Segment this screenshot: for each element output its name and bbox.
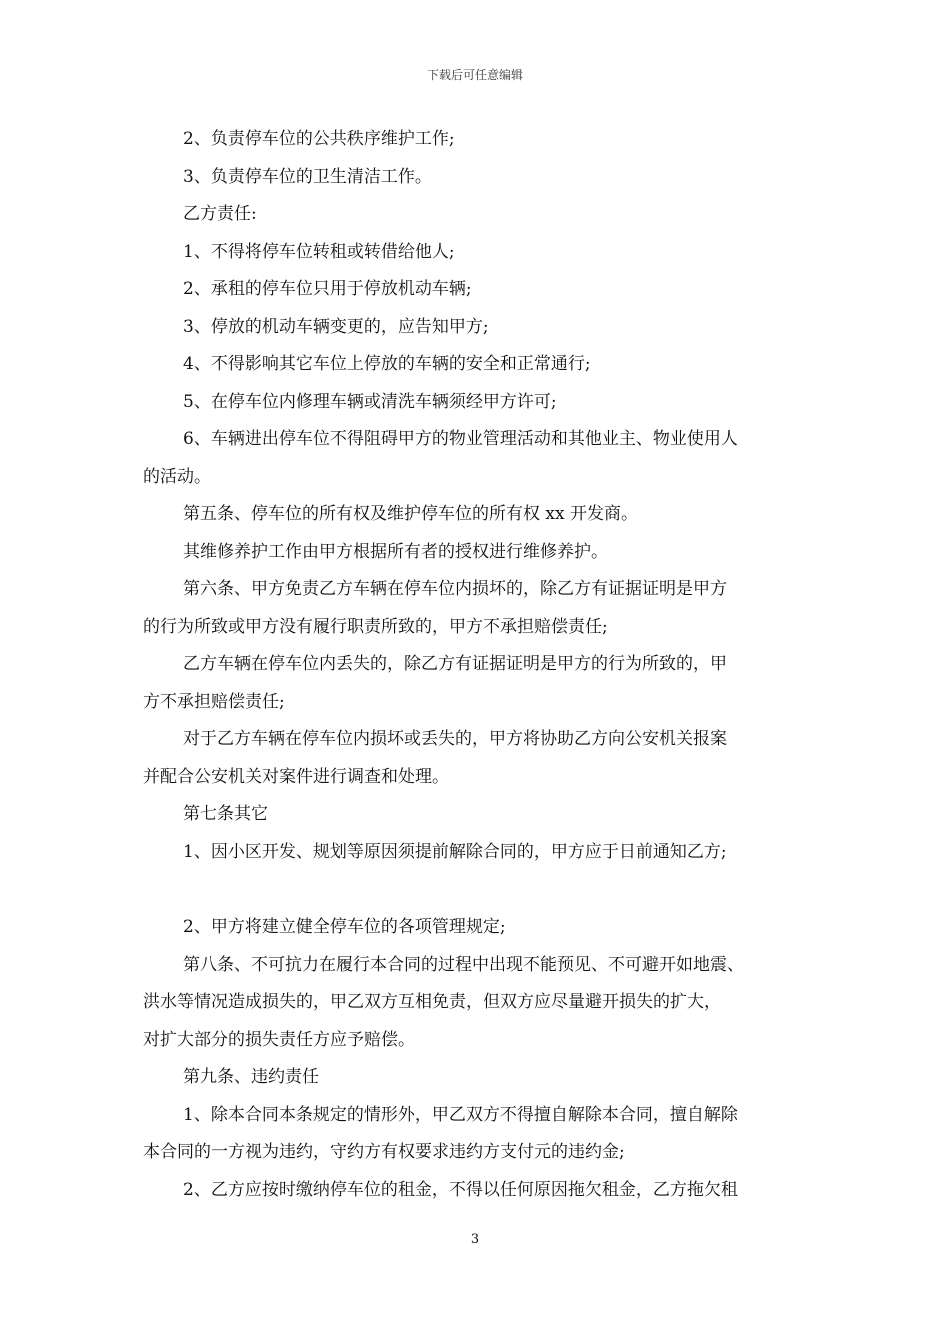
paragraph-line: 的活动。 bbox=[143, 466, 211, 487]
document-body bbox=[143, 121, 811, 1209]
paragraph-line: 第五条、停车位的所有权及维护停车位的所有权 xx 开发商。 bbox=[183, 504, 638, 524]
paragraph-line: 3、负责停车位的卫生清洁工作。 bbox=[183, 166, 432, 187]
paragraph-line: 对扩大部分的损失责任方应予赔偿。 bbox=[143, 1029, 415, 1050]
paragraph-line: 第九条、违约责任 bbox=[183, 1067, 319, 1087]
page-header: 下载后可任意编辑 bbox=[426, 68, 523, 82]
paragraph-line: 2、负责停车位的公共秩序维护工作; bbox=[183, 129, 455, 149]
paragraph-line: 2、乙方应按时缴纳停车位的租金，不得以任何原因拖欠租金，乙方拖欠租 bbox=[183, 1179, 738, 1200]
paragraph-line: 2、承租的停车位只用于停放机动车辆; bbox=[183, 279, 472, 299]
paragraph-line: 第七条其它 bbox=[183, 804, 268, 824]
paragraph-line: 3、停放的机动车辆变更的，应告知甲方; bbox=[183, 316, 489, 337]
paragraph-line: 乙方责任: bbox=[183, 204, 257, 224]
paragraph-line: 洪水等情况造成损失的，甲乙双方互相免责，但双方应尽量避开损失的扩大， bbox=[143, 992, 721, 1012]
paragraph-line: 并配合公安机关对案件进行调查和处理。 bbox=[143, 766, 449, 787]
paragraph-line: 4、不得影响其它车位上停放的车辆的安全和正常通行; bbox=[183, 354, 591, 374]
paragraph-line: 的行为所致或甲方没有履行职责所致的，甲方不承担赔偿责任; bbox=[143, 616, 608, 637]
paragraph-line: 1、除本合同本条规定的情形外，甲乙双方不得擅自解除本合同，擅自解除 bbox=[183, 1104, 738, 1125]
paragraph-line: 对于乙方车辆在停车位内损坏或丢失的，甲方将协助乙方向公安机关报案 bbox=[183, 729, 727, 749]
paragraph-line: 方不承担赔偿责任; bbox=[143, 691, 285, 712]
paragraph-line: 1、不得将停车位转租或转借给他人; bbox=[183, 241, 455, 262]
paragraph-line: 6、车辆进出停车位不得阻碍甲方的物业管理活动和其他业主、物业使用人 bbox=[183, 429, 738, 449]
paragraph-line: 5、在停车位内修理车辆或清洗车辆须经甲方许可; bbox=[183, 391, 557, 412]
paragraph-line: 2、甲方将建立健全停车位的各项管理规定; bbox=[183, 917, 506, 937]
paragraph-line: 其维修养护工作由甲方根据所有者的授权进行维修养护。 bbox=[183, 541, 608, 562]
paragraph-line: 乙方车辆在停车位内丢失的，除乙方有证据证明是甲方的行为所致的，甲 bbox=[183, 654, 727, 674]
paragraph-line: 第八条、不可抗力在履行本合同的过程中出现不能预见、不可避开如地震、 bbox=[183, 954, 744, 975]
page-number: 3 bbox=[470, 1232, 480, 1247]
paragraph-spacer bbox=[143, 871, 811, 909]
paragraph-line: 1、因小区开发、规划等原因须提前解除合同的，甲方应于日前通知乙方; bbox=[183, 841, 727, 862]
paragraph-line: 第六条、甲方免责乙方车辆在停车位内损坏的，除乙方有证据证明是甲方 bbox=[183, 579, 727, 599]
paragraph-line: 本合同的一方视为违约，守约方有权要求违约方支付元的违约金; bbox=[143, 1142, 625, 1162]
